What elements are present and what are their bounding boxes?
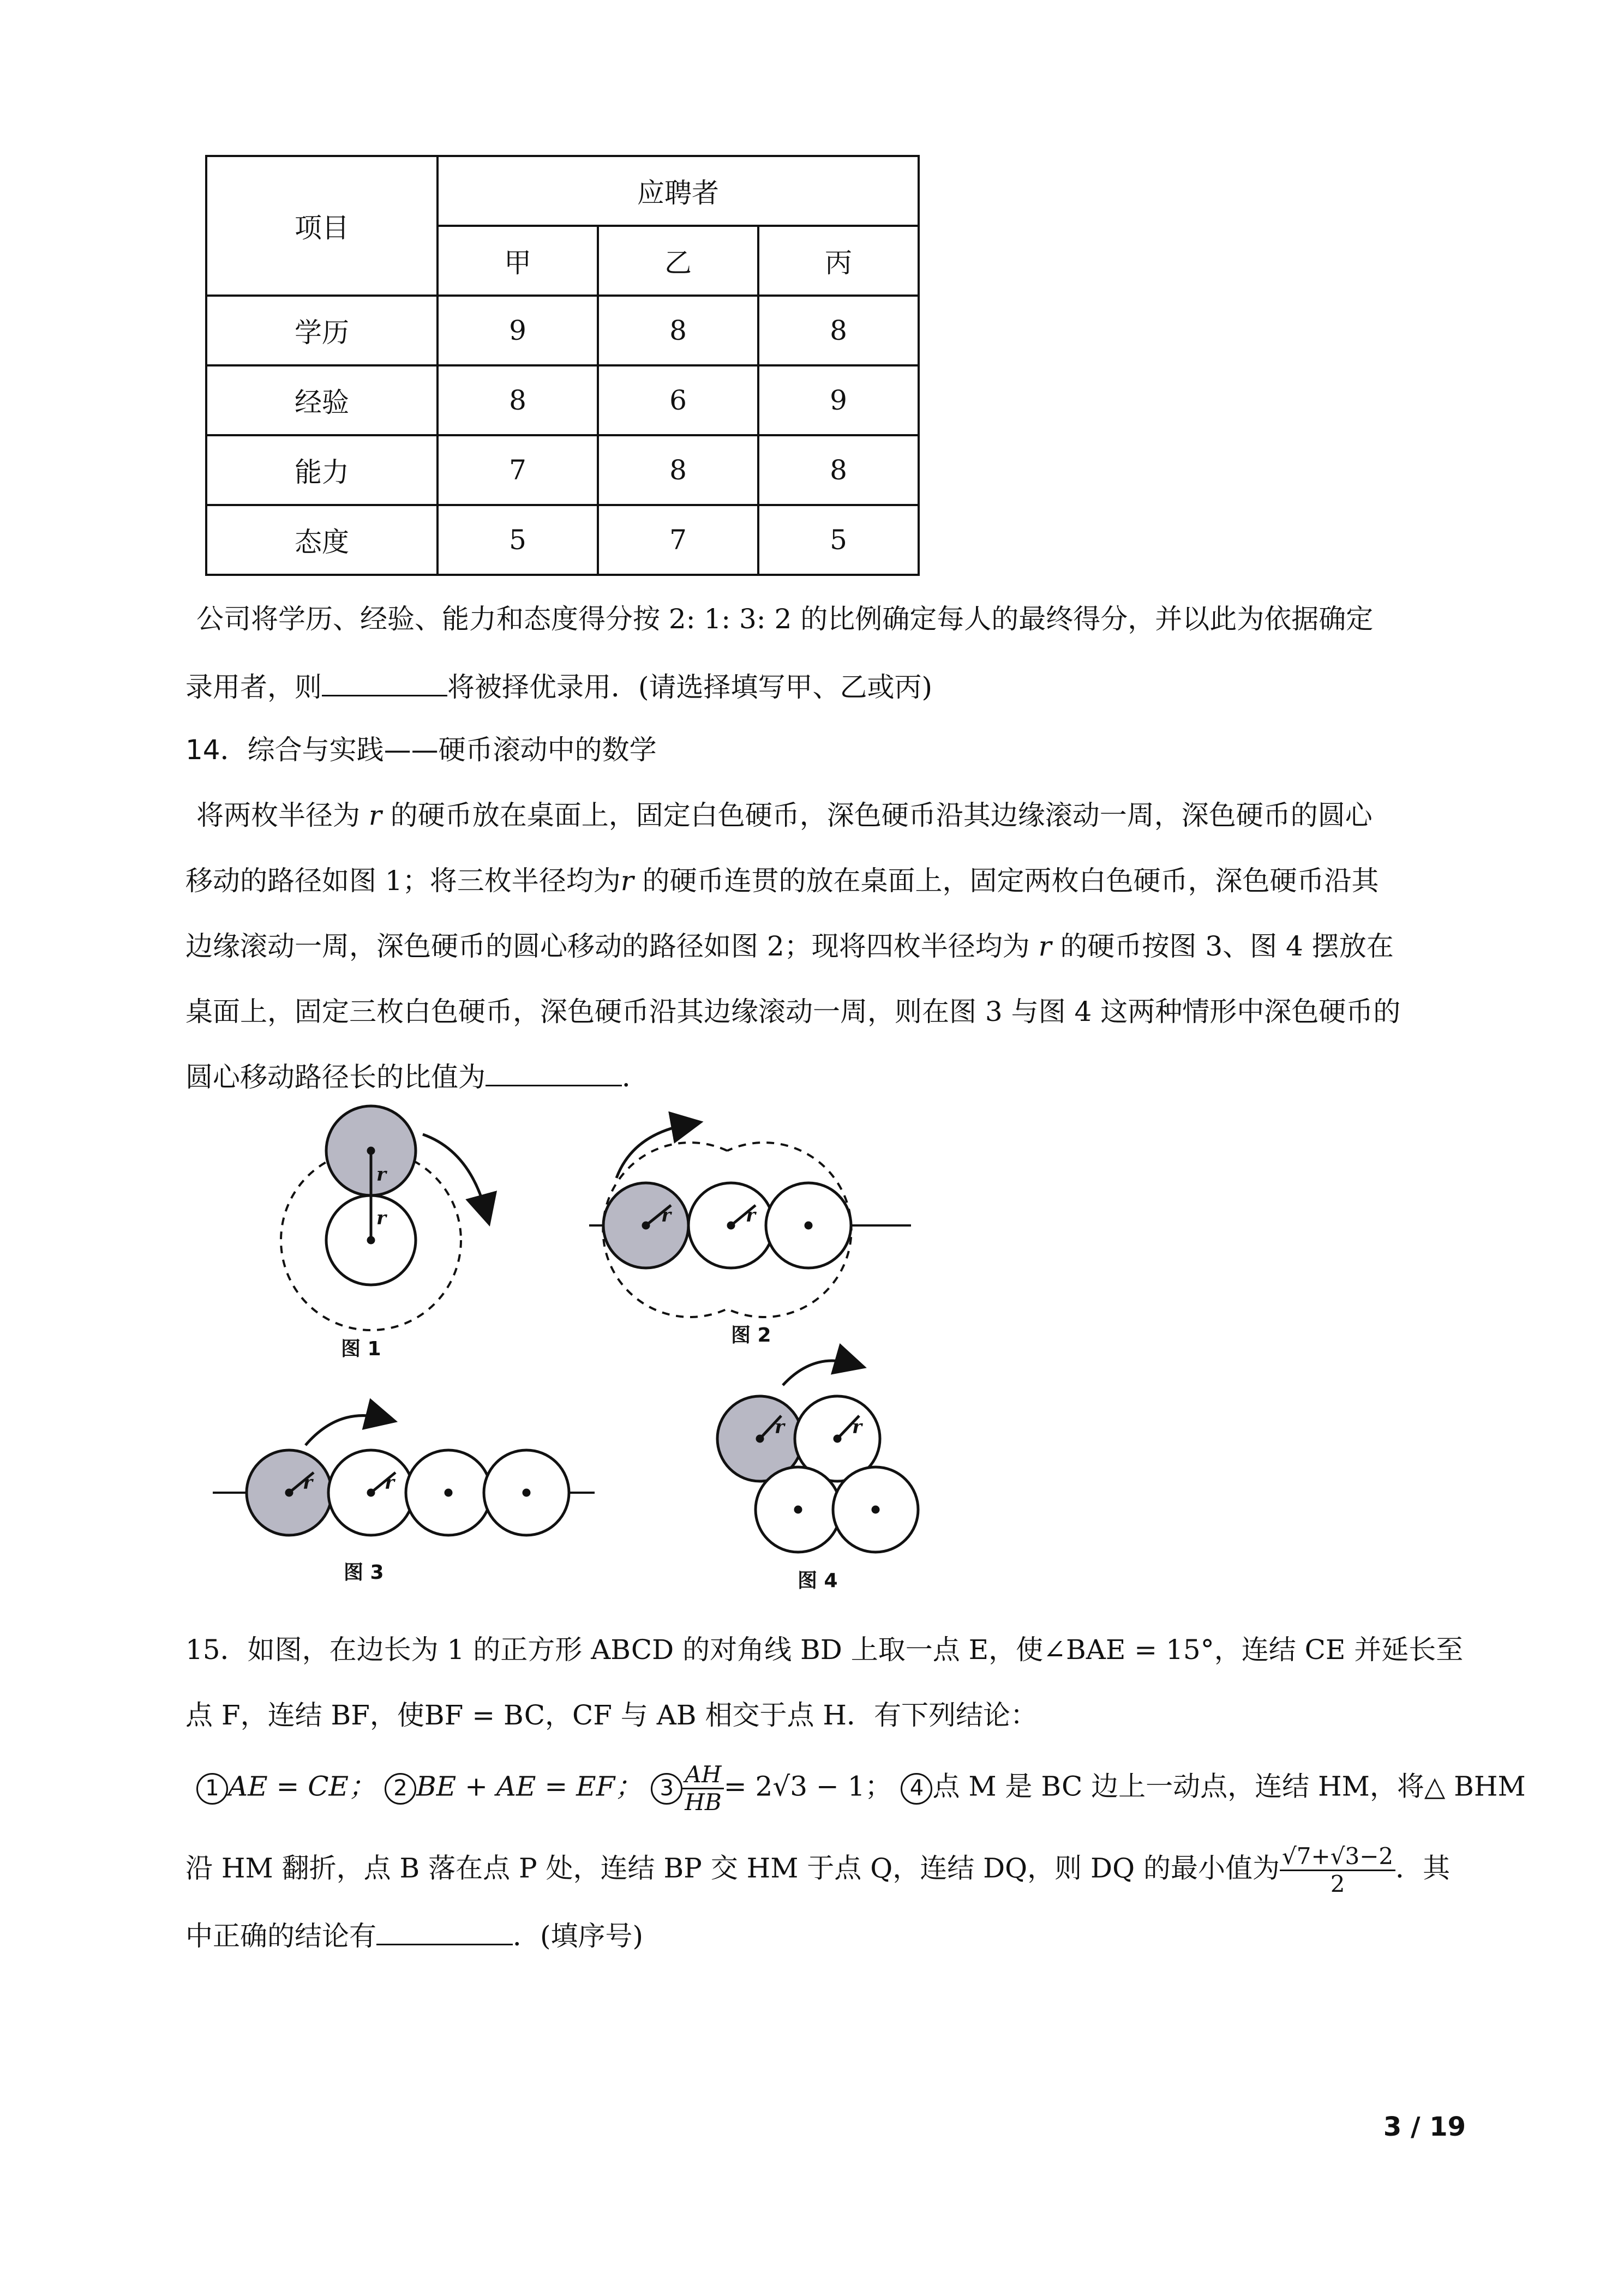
candidate-1: 甲 bbox=[438, 226, 598, 296]
figure-4 bbox=[717, 1361, 918, 1552]
table-row bbox=[206, 296, 919, 365]
header-group: 应聘者 bbox=[438, 156, 919, 226]
cell: 5 bbox=[758, 505, 919, 575]
figure-2 bbox=[589, 1125, 911, 1317]
conclusion-3-fraction bbox=[682, 1762, 724, 1816]
q14-line2 bbox=[185, 859, 1379, 898]
fig1-label: 图 1 bbox=[341, 1338, 381, 1360]
cell: 9 bbox=[438, 296, 598, 365]
q13-line1: 公司将学历、经验、能力和态度得分按 2: 1: 3: 2 的比例确定每人的最终得分，并以此为依据确定 bbox=[196, 603, 1374, 635]
q14-line4: 桌面上，固定三枚白色硬币，深色硬币沿其边缘滚动一周，则在图 3 与图 4 这两种情形中深色硬币的 bbox=[185, 996, 1401, 1027]
q14-line3 bbox=[185, 924, 1394, 964]
cell: 5 bbox=[438, 505, 598, 575]
var-r: r bbox=[620, 865, 634, 897]
q14-text: 移动的路径如图 1；将三枚半径均为 bbox=[185, 865, 621, 897]
answer-blank[interactable] bbox=[322, 670, 447, 696]
cell: 7 bbox=[438, 435, 598, 505]
candidate-2: 乙 bbox=[598, 226, 758, 296]
q15-text: ．(填序号) bbox=[513, 1920, 644, 1952]
q14-text: 边缘滚动一周，深色硬币的圆心移动的路径如图 2；现将四枚半径均为 bbox=[185, 930, 1030, 962]
svg-text:r: r bbox=[385, 1472, 394, 1494]
candidate-3: 丙 bbox=[758, 226, 919, 296]
cell: 8 bbox=[758, 296, 919, 365]
header-item: 项目 bbox=[206, 156, 438, 296]
conclusion-1: AE = CE； bbox=[228, 1770, 376, 1802]
cell: 8 bbox=[598, 435, 758, 505]
q15-line1: 15．如图，在边长为 1 的正方形 ABCD 的对角线 BD 上取一点 E，使∠BAE = 15°，连结 CE 并延长至 bbox=[185, 1634, 1464, 1666]
fig2-label: 图 2 bbox=[731, 1324, 771, 1347]
conclusion-1-marker: 1 bbox=[196, 1773, 228, 1805]
svg-text:r: r bbox=[746, 1205, 756, 1227]
fig4-label: 图 4 bbox=[798, 1570, 838, 1592]
q14-text: 的硬币放在桌面上，固定白色硬币，深色硬币沿其边缘滚动一周，深色硬币的圆心 bbox=[390, 800, 1373, 831]
cell: 8 bbox=[758, 435, 919, 505]
q13-text: 录用者，则 bbox=[185, 671, 322, 703]
min-value-fraction bbox=[1280, 1843, 1395, 1897]
fig3-label: 图 3 bbox=[344, 1561, 384, 1584]
q13-text: 将被择优录用．(请选择填写甲、乙或丙) bbox=[447, 671, 933, 703]
cell: 8 bbox=[598, 296, 758, 365]
q15-line4 bbox=[185, 1843, 1450, 1897]
q14-text: ． bbox=[622, 1061, 649, 1093]
conclusion-2-marker: 2 bbox=[385, 1773, 416, 1805]
svg-text:r: r bbox=[303, 1472, 313, 1494]
row-label: 经验 bbox=[206, 365, 438, 435]
frac-num: √7+√3−2 bbox=[1280, 1843, 1395, 1871]
table-row bbox=[206, 505, 919, 575]
conclusion-3-marker: 3 bbox=[651, 1773, 682, 1805]
page-number: 3 / 19 bbox=[1383, 2112, 1466, 2142]
svg-text:r: r bbox=[376, 1164, 386, 1186]
answer-blank[interactable] bbox=[376, 1919, 513, 1945]
q13-line2 bbox=[185, 665, 932, 705]
frac-den: HB bbox=[685, 1789, 722, 1816]
q15-line5 bbox=[185, 1914, 643, 1954]
frac-num: AH bbox=[682, 1762, 724, 1789]
frac-den: 2 bbox=[1330, 1871, 1345, 1897]
svg-text:r: r bbox=[376, 1207, 386, 1229]
q15-text: 沿 HM 翻折，点 B 落在点 P 处，连结 BP 交 HM 于点 Q，连结 DQ，则 DQ 的最小值为 bbox=[185, 1852, 1280, 1884]
var-r: r bbox=[1038, 930, 1052, 962]
conclusion-2: BE + AE = EF； bbox=[416, 1770, 643, 1802]
conclusion-3-rhs: = 2√3 − 1； bbox=[723, 1770, 892, 1802]
var-r: r bbox=[368, 800, 382, 831]
answer-blank[interactable] bbox=[486, 1060, 622, 1086]
figure-3 bbox=[213, 1416, 595, 1535]
row-label: 能力 bbox=[206, 435, 438, 505]
row-label: 态度 bbox=[206, 505, 438, 575]
cell: 6 bbox=[598, 365, 758, 435]
svg-text:r: r bbox=[852, 1416, 862, 1438]
q15-line3 bbox=[196, 1762, 1526, 1816]
q14-title: 14．综合与实践——硬币滚动中的数学 bbox=[185, 734, 657, 766]
q14-text: 圆心移动路径长的比值为 bbox=[185, 1061, 486, 1093]
coin-figures bbox=[0, 1091, 1624, 1609]
svg-text:r: r bbox=[775, 1416, 784, 1438]
cell: 9 bbox=[758, 365, 919, 435]
score-table bbox=[205, 155, 920, 576]
figure-1 bbox=[281, 1106, 486, 1330]
q14-line5 bbox=[185, 1055, 649, 1095]
conclusion-4: 点 M 是 BC 边上一动点，连结 HM，将△ BHM bbox=[932, 1770, 1526, 1802]
svg-text:r: r bbox=[661, 1205, 671, 1227]
q14-text: 将两枚半径为 bbox=[196, 800, 360, 831]
cell: 7 bbox=[598, 505, 758, 575]
q15-text: 中正确的结论有 bbox=[185, 1920, 376, 1952]
q14-text: 的硬币按图 3、图 4 摆放在 bbox=[1060, 930, 1394, 962]
q14-line1 bbox=[196, 794, 1373, 833]
q15-text: ．其 bbox=[1395, 1852, 1451, 1884]
table-row bbox=[206, 435, 919, 505]
table-row bbox=[206, 365, 919, 435]
cell: 8 bbox=[438, 365, 598, 435]
q14-text: 的硬币连贯的放在桌面上，固定两枚白色硬币，深色硬币沿其 bbox=[642, 865, 1379, 897]
conclusion-4-marker: 4 bbox=[901, 1773, 932, 1805]
row-label: 学历 bbox=[206, 296, 438, 365]
q15-line2: 点 F，连结 BF，使BF = BC，CF 与 AB 相交于点 H．有下列结论： bbox=[185, 1699, 1038, 1731]
